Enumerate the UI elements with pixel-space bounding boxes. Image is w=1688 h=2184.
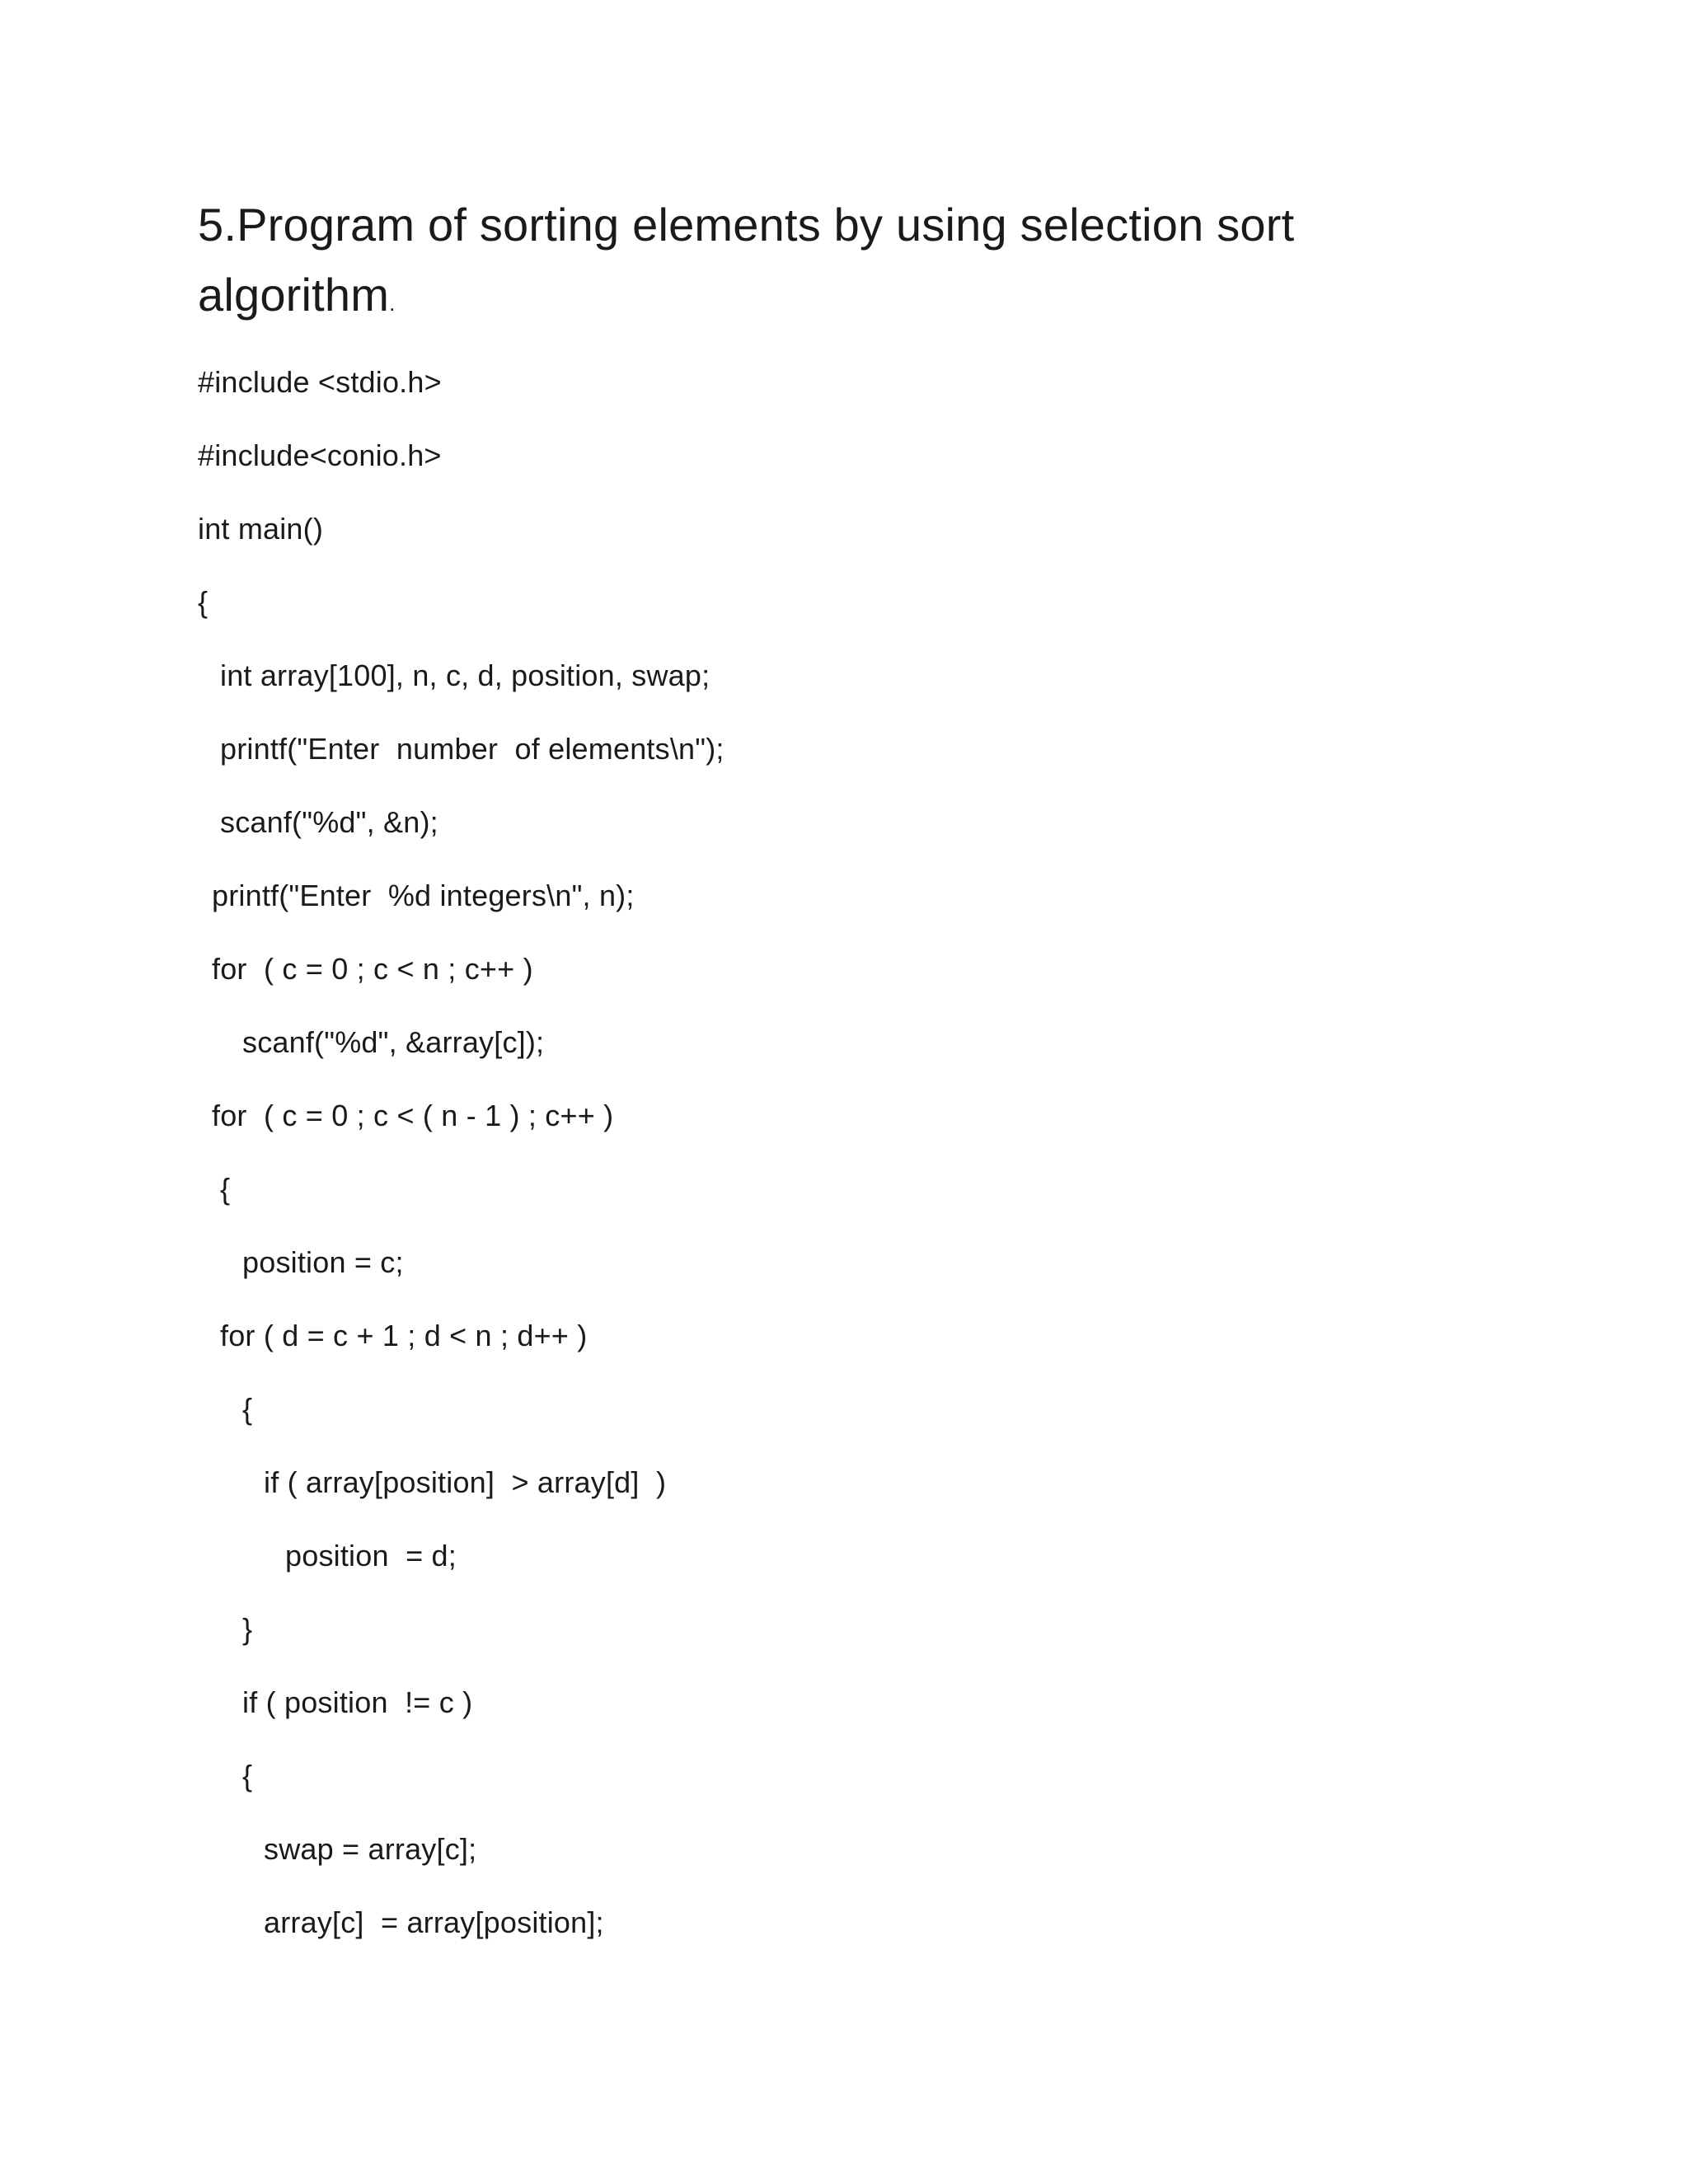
code-line: {	[242, 1759, 253, 1793]
code-line: int main()	[198, 512, 324, 546]
code-line: {	[242, 1392, 253, 1426]
document-title-line-1: 5.Program of sorting elements by using selection sort	[198, 199, 1295, 251]
code-line: {	[220, 1172, 231, 1206]
code-line: for ( d = c + 1 ; d < n ; d++ )	[220, 1319, 588, 1352]
code-line: array[c] = array[position];	[264, 1905, 604, 1939]
code-line: position = c;	[242, 1245, 404, 1279]
document-title-period: .	[389, 291, 396, 316]
code-line: int array[100], n, c, d, position, swap;	[220, 658, 710, 692]
code-line: {	[198, 585, 209, 619]
code-line: printf("Enter number of elements\n");	[220, 732, 724, 766]
code-line: #include <stdio.h>	[198, 365, 442, 399]
code-line: scanf("%d", &array[c]);	[242, 1025, 545, 1059]
document-title-text: algorithm	[198, 269, 390, 321]
code-line: #include<conio.h>	[198, 438, 442, 472]
code-line: for ( c = 0 ; c < n ; c++ )	[212, 952, 533, 986]
code-line: swap = array[c];	[264, 1832, 477, 1866]
code-line: if ( position != c )	[242, 1685, 473, 1719]
code-line: printf("Enter %d integers\n", n);	[212, 879, 635, 912]
document-title-line-2	[198, 269, 396, 321]
code-line: if ( array[position] > array[d] )	[264, 1465, 667, 1499]
code-line: for ( c = 0 ; c < ( n - 1 ) ; c++ )	[212, 1099, 614, 1132]
code-line: scanf("%d", &n);	[220, 805, 438, 839]
code-line: }	[242, 1612, 253, 1646]
code-line: position = d;	[285, 1539, 457, 1572]
